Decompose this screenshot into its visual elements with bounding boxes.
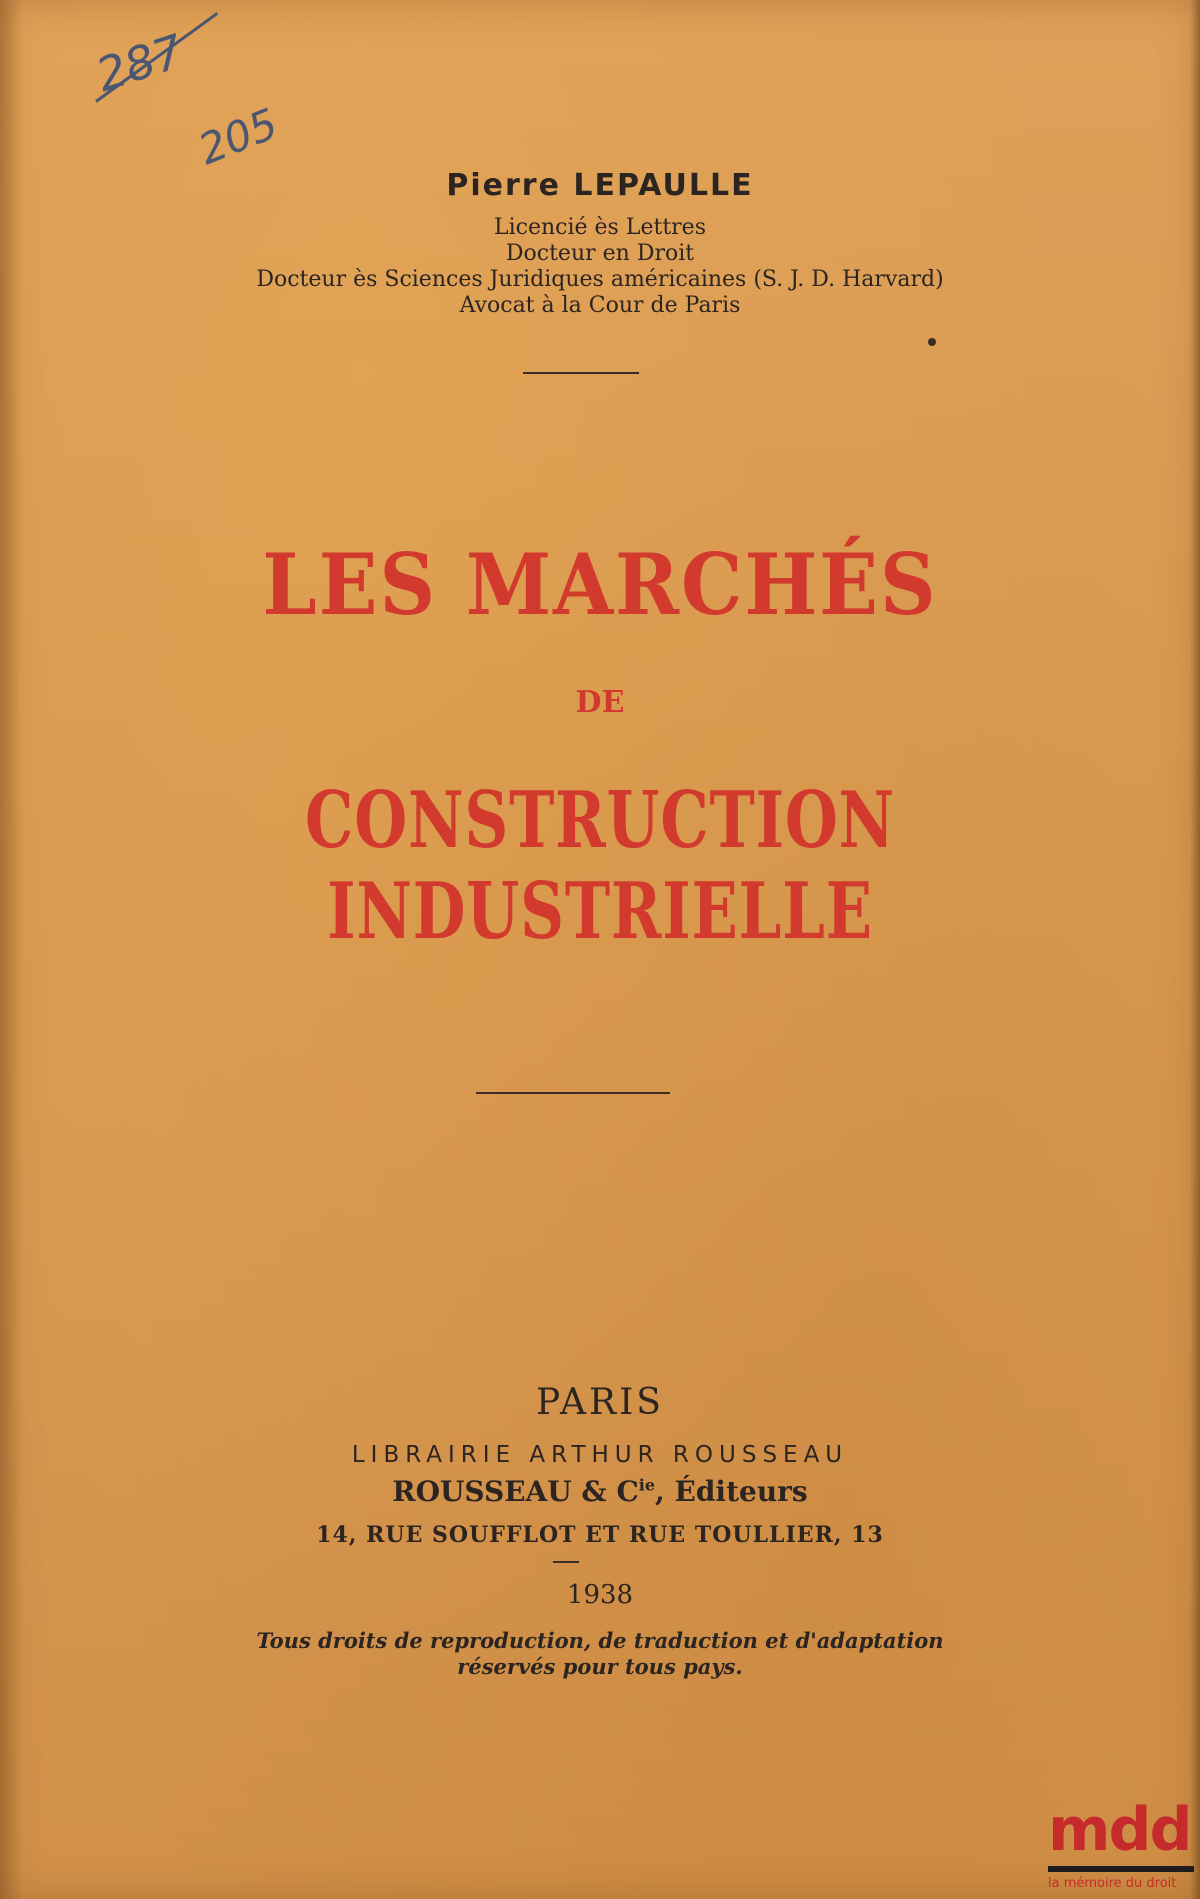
watermark-tagline: la mémoire du droit (1048, 1876, 1177, 1891)
pencil-annotation-bottom: 205 (191, 98, 285, 175)
publisher-library: LIBRAIRIE ARTHUR ROUSSEAU (351, 1442, 849, 1468)
publisher-editor (0, 1475, 1200, 1508)
title-line-3: CONSTRUCTION INDUSTRIELLE (305, 775, 895, 957)
divider-top (523, 372, 639, 374)
rights-notice-line-2: réservés pour tous pays. (457, 1654, 743, 1679)
title-line-1: LES MARCHÉS (262, 535, 938, 634)
watermark-mark: mdd (1048, 1795, 1191, 1865)
watermark-bar (1048, 1866, 1194, 1872)
editor-superscript: ie (638, 1475, 656, 1495)
divider-small (553, 1561, 579, 1563)
pencil-annotation-top: 287 (89, 23, 191, 103)
publisher-city: PARIS (536, 1382, 664, 1423)
rights-notice-line-1: Tous droits de reproduction, de traduction et d'adaptation (256, 1628, 944, 1653)
divider-middle (476, 1092, 670, 1094)
credential-line: Licencié ès Lettres (494, 215, 706, 240)
editor-name: ROUSSEAU & C (392, 1475, 639, 1508)
credential-line: Docteur ès Sciences Juridiques américaines (S. J. D. Harvard) (256, 267, 944, 292)
title-line-2: DE (575, 685, 625, 720)
credential-line: Docteur en Droit (505, 241, 695, 266)
publication-year: 1938 (566, 1580, 634, 1610)
publisher-address: 14, RUE SOUFFLOT ET RUE TOULLIER, 13 (316, 1522, 884, 1548)
ink-speck (928, 338, 936, 346)
editor-suffix: , Éditeurs (655, 1475, 808, 1508)
watermark-logo (1048, 1795, 1198, 1896)
author-name: Pierre LEPAULLE (446, 168, 754, 203)
credential-line: Avocat à la Cour de Paris (459, 293, 741, 318)
